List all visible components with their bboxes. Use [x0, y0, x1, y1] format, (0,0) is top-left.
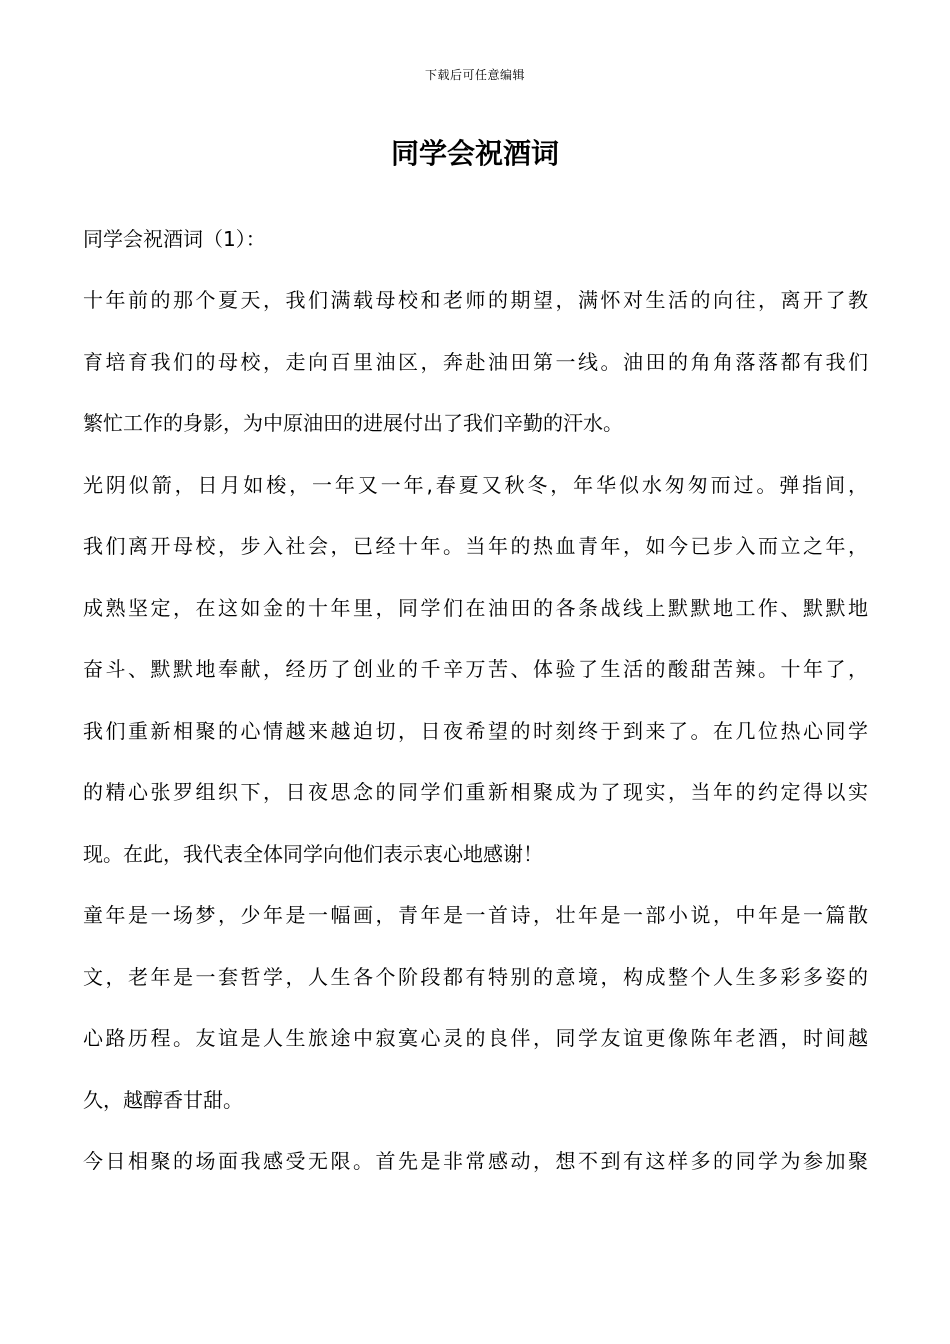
document-title: 同学会祝酒词 — [390, 137, 559, 170]
paragraph-line: 的精心张罗组织下，日夜思念的同学们重新相聚成为了现实，当年的约定得以实 — [83, 780, 868, 804]
document-body — [83, 222, 868, 1206]
paragraph-line: 心路历程。友谊是人生旅途中寂寞心灵的良伴，同学友谊更像陈年老酒，时间越 — [83, 1026, 868, 1050]
paragraph-line: 成熟坚定，在这如金的十年里，同学们在油田的各条战线上默默地工作、默默地 — [83, 595, 868, 620]
paragraph-line: 现。在此，我代表全体同学向他们表示衷心地感谢！ — [83, 841, 543, 866]
paragraph-line: 文，老年是一套哲学，人生各个阶段都有特别的意境，构成整个人生多彩多姿的 — [83, 964, 868, 989]
header-note: 下载后可任意编辑 — [424, 68, 525, 82]
paragraph — [83, 1144, 868, 1178]
paragraph-line: 繁忙工作的身影，为中原油田的进展付出了我们辛勤的汗水。 — [83, 411, 623, 435]
section-heading: 同学会祝酒词（1）： — [83, 227, 266, 251]
paragraph-line: 十年前的那个夏天，我们满载母校和老师的期望，满怀对生活的向往，离开了教 — [83, 288, 868, 312]
paragraph-line: 今日相聚的场面我感受无限。首先是非常感动，想不到有这样多的同学为参加聚 — [83, 1149, 868, 1173]
paragraph-line: 育培育我们的母校，走向百里油区，奔赴油田第一线。油田的角角落落都有我们 — [83, 349, 868, 374]
paragraph-line: 光阴似箭，日月如梭，一年又一年,春夏又秋冬，年华似水匆匆而过。弹指间， — [83, 472, 868, 497]
paragraph-line: 我们重新相聚的心情越来越迫切，日夜希望的时刻终于到来了。在几位热心同学 — [83, 718, 868, 743]
paragraph-line: 童年是一场梦，少年是一幅画，青年是一首诗，壮年是一部小说，中年是一篇散 — [83, 903, 868, 927]
paragraph — [83, 283, 868, 440]
paragraph-line: 我们离开母校，步入社会，已经十年。当年的热血青年，如今已步入而立之年， — [83, 534, 868, 558]
paragraph-line: 久，越醇香甘甜。 — [83, 1087, 243, 1112]
paragraph — [83, 468, 868, 871]
paragraph-line: 奋斗、默默地奉献，经历了创业的千辛万苦、体验了生活的酸甜苦辣。十年了， — [83, 657, 868, 681]
paragraph — [83, 898, 868, 1117]
